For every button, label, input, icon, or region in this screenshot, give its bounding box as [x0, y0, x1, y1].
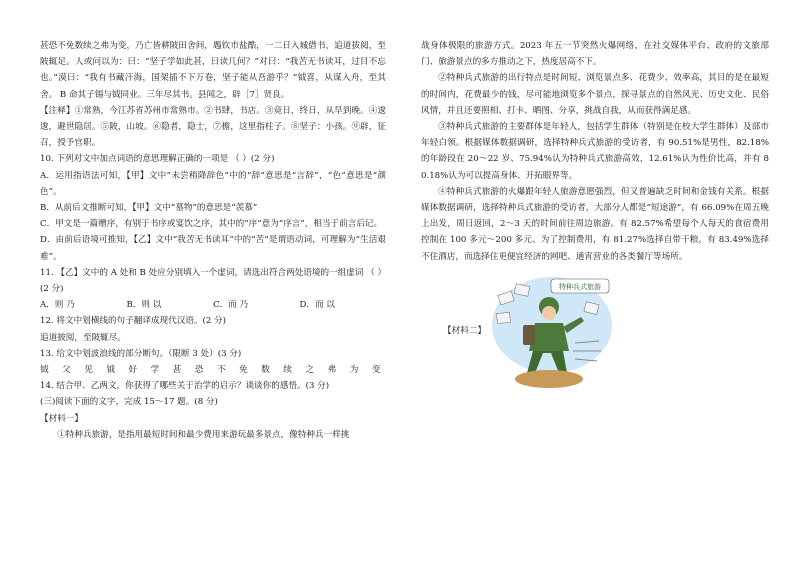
- q11-option-a: A．则 乃: [40, 300, 75, 311]
- question-14: 14. 结合甲、乙两文，你获得了哪些关于治学的启示？谈谈你的感悟。(3 分): [40, 381, 330, 392]
- question-10: 10. 下列对文中加点词语的意思理解正确的一项是 （ ）(2 分): [40, 154, 275, 165]
- material-1-label: 【材料一】: [40, 413, 83, 424]
- q11-option-c: C．而 乃: [213, 300, 249, 311]
- q10-option-b: B．从前后文推断可知，【甲】文中“墓物”的意思是“羡慕”: [40, 203, 258, 214]
- q11-options: [40, 297, 386, 313]
- left-column: [40, 38, 386, 443]
- photo-card-3: [497, 312, 511, 323]
- backpack: [523, 325, 535, 345]
- soldier-face: [542, 306, 556, 320]
- q11-option-b: B．则 以: [126, 300, 162, 311]
- section-3-heading: (三)阅读下面的文字，完成 15～17 题。(8 分): [40, 397, 218, 408]
- right-column: [421, 38, 769, 391]
- material-1-text: ①特种兵旅游，是指用最短时间和最少费用来游玩最多景点，像特种兵一样挑: [57, 429, 350, 440]
- globe: [515, 370, 583, 388]
- q10-option-a: A．运用指语法可知，【甲】文中“未尝稍降辞色”中的“辞”意思是“言辞”，“色”意思是“颜色”。: [40, 170, 386, 197]
- q12-sentence: 追道披阅，至陂辄尽。: [40, 332, 126, 343]
- illustration-caption: 特种兵式旅游: [559, 282, 601, 291]
- paragraph-3: ③特种兵式旅游的主要群体是年轻人，包括学生群体（特别是在校大学生群体）及部市年轻白领。根据媒体数据调研，选择特种兵式旅游的受访者，有 90.51%是男性，82.18%的年龄段在 20～22 岁、75.94%认为特种兵式旅游高效，12.61%认为性价比高，并有 80.18%认为可以提高身体、开拓眼界等。: [421, 122, 769, 181]
- notes: 【注释】①常熟，今江苏省苏州市常熟市。②书肆，书店。③竟日，终日，从早到晚。④逡逡，避世隐居。⑤陂，山坡。⑥隐者，隐士，⑦檐，这里指柱子。⑧坚子：小孩。⑨辟，征召，授予官职。: [40, 105, 386, 149]
- q11-option-d: D．而 以: [299, 300, 335, 311]
- question-13: 13. 给文中划波浪线的部分断句。（限断 3 处）(3 分): [40, 348, 242, 359]
- paragraph-2: ②特种兵式旅游的出行特点是时间短、浏览景点多、花费少、效率高，其目的是在最短的时间内，花费最少的钱，尽可能地浏览多个景点，探寻景点的自然风光、历史文化、民俗风情，并且还要照相、打卡、晒图、分享，挑战自我，从而获得满足感。: [421, 73, 769, 116]
- question-12: 12. 将文中划横线的句子翻译成现代汉语。(2 分): [40, 316, 226, 327]
- material-2-label: 【材料二】: [443, 325, 486, 336]
- material-1-continued: 战身体极限的旅游方式。2023 年五一节突然火爆网络，在社交媒体平台、政府的文旅部门、旅游景点的多方推动之下，热度居高不下。: [421, 41, 769, 68]
- q10-option-c: C．甲文是一篇赠序，有别于书序或宴饮之序，其中的“序”意为“序言”，相当于前言后记。: [40, 219, 383, 230]
- question-11: 11. 【乙】文中的 A 处和 B 处应分别填入一个虚词，请选出符合两处语境的一组虚词 （ ）(2 分): [40, 267, 382, 295]
- q13-text: 钺 父 见 钺 好 学 甚 恐 不 免 数 续 之 弗 为 变: [40, 365, 386, 376]
- passage-text: 甚恐不免数续之弗为变，乃亡皆耕陂田舍间，鶗钦市盐酷，一二日入城借书，追道拔阅，至陂辄足。人或问以为：曰：“坚子学如此甚，日读几何？”对曰：“我苦无书读耳，过目不忘也。”漠曰：“我有书藏汗海，国架插不下万卷，坚子能从吾游乎？”钺喜，从谋入舟，至其舍。 B 命其子锡与钺同业。三年尽其书。县闻之，辟［7］贤良。: [40, 41, 386, 100]
- material-2-block: [421, 273, 769, 391]
- special-forces-travel-illustration: [489, 273, 615, 391]
- paragraph-4: ④特种兵式旅游的火爆跟年轻人旅游意愿强烈，但又普遍缺乏时间和金钱有关系。根据媒体数据调研，选择特种兵式旅游的受访者，大部分人都是“短途游”，有 66.09%在周五晚上出发，周日返回，2～3 天的时间前往周边旅游。有 82.57%希望每个人每天的食宿费用控制在 100 多元～200 多元、为了控制费用，有 81.27%选择自带干粮，有 83.49%选择不住酒店，而选择住更便宜经济的网吧、通宵营业的各类餐厅等场所。: [421, 186, 769, 262]
- q10-option-d: D．由前后语境可推知，【乙】文中“我苦无书读耳”中的“苦”是谓语动词，可理解为“生活艰难”。: [40, 235, 386, 262]
